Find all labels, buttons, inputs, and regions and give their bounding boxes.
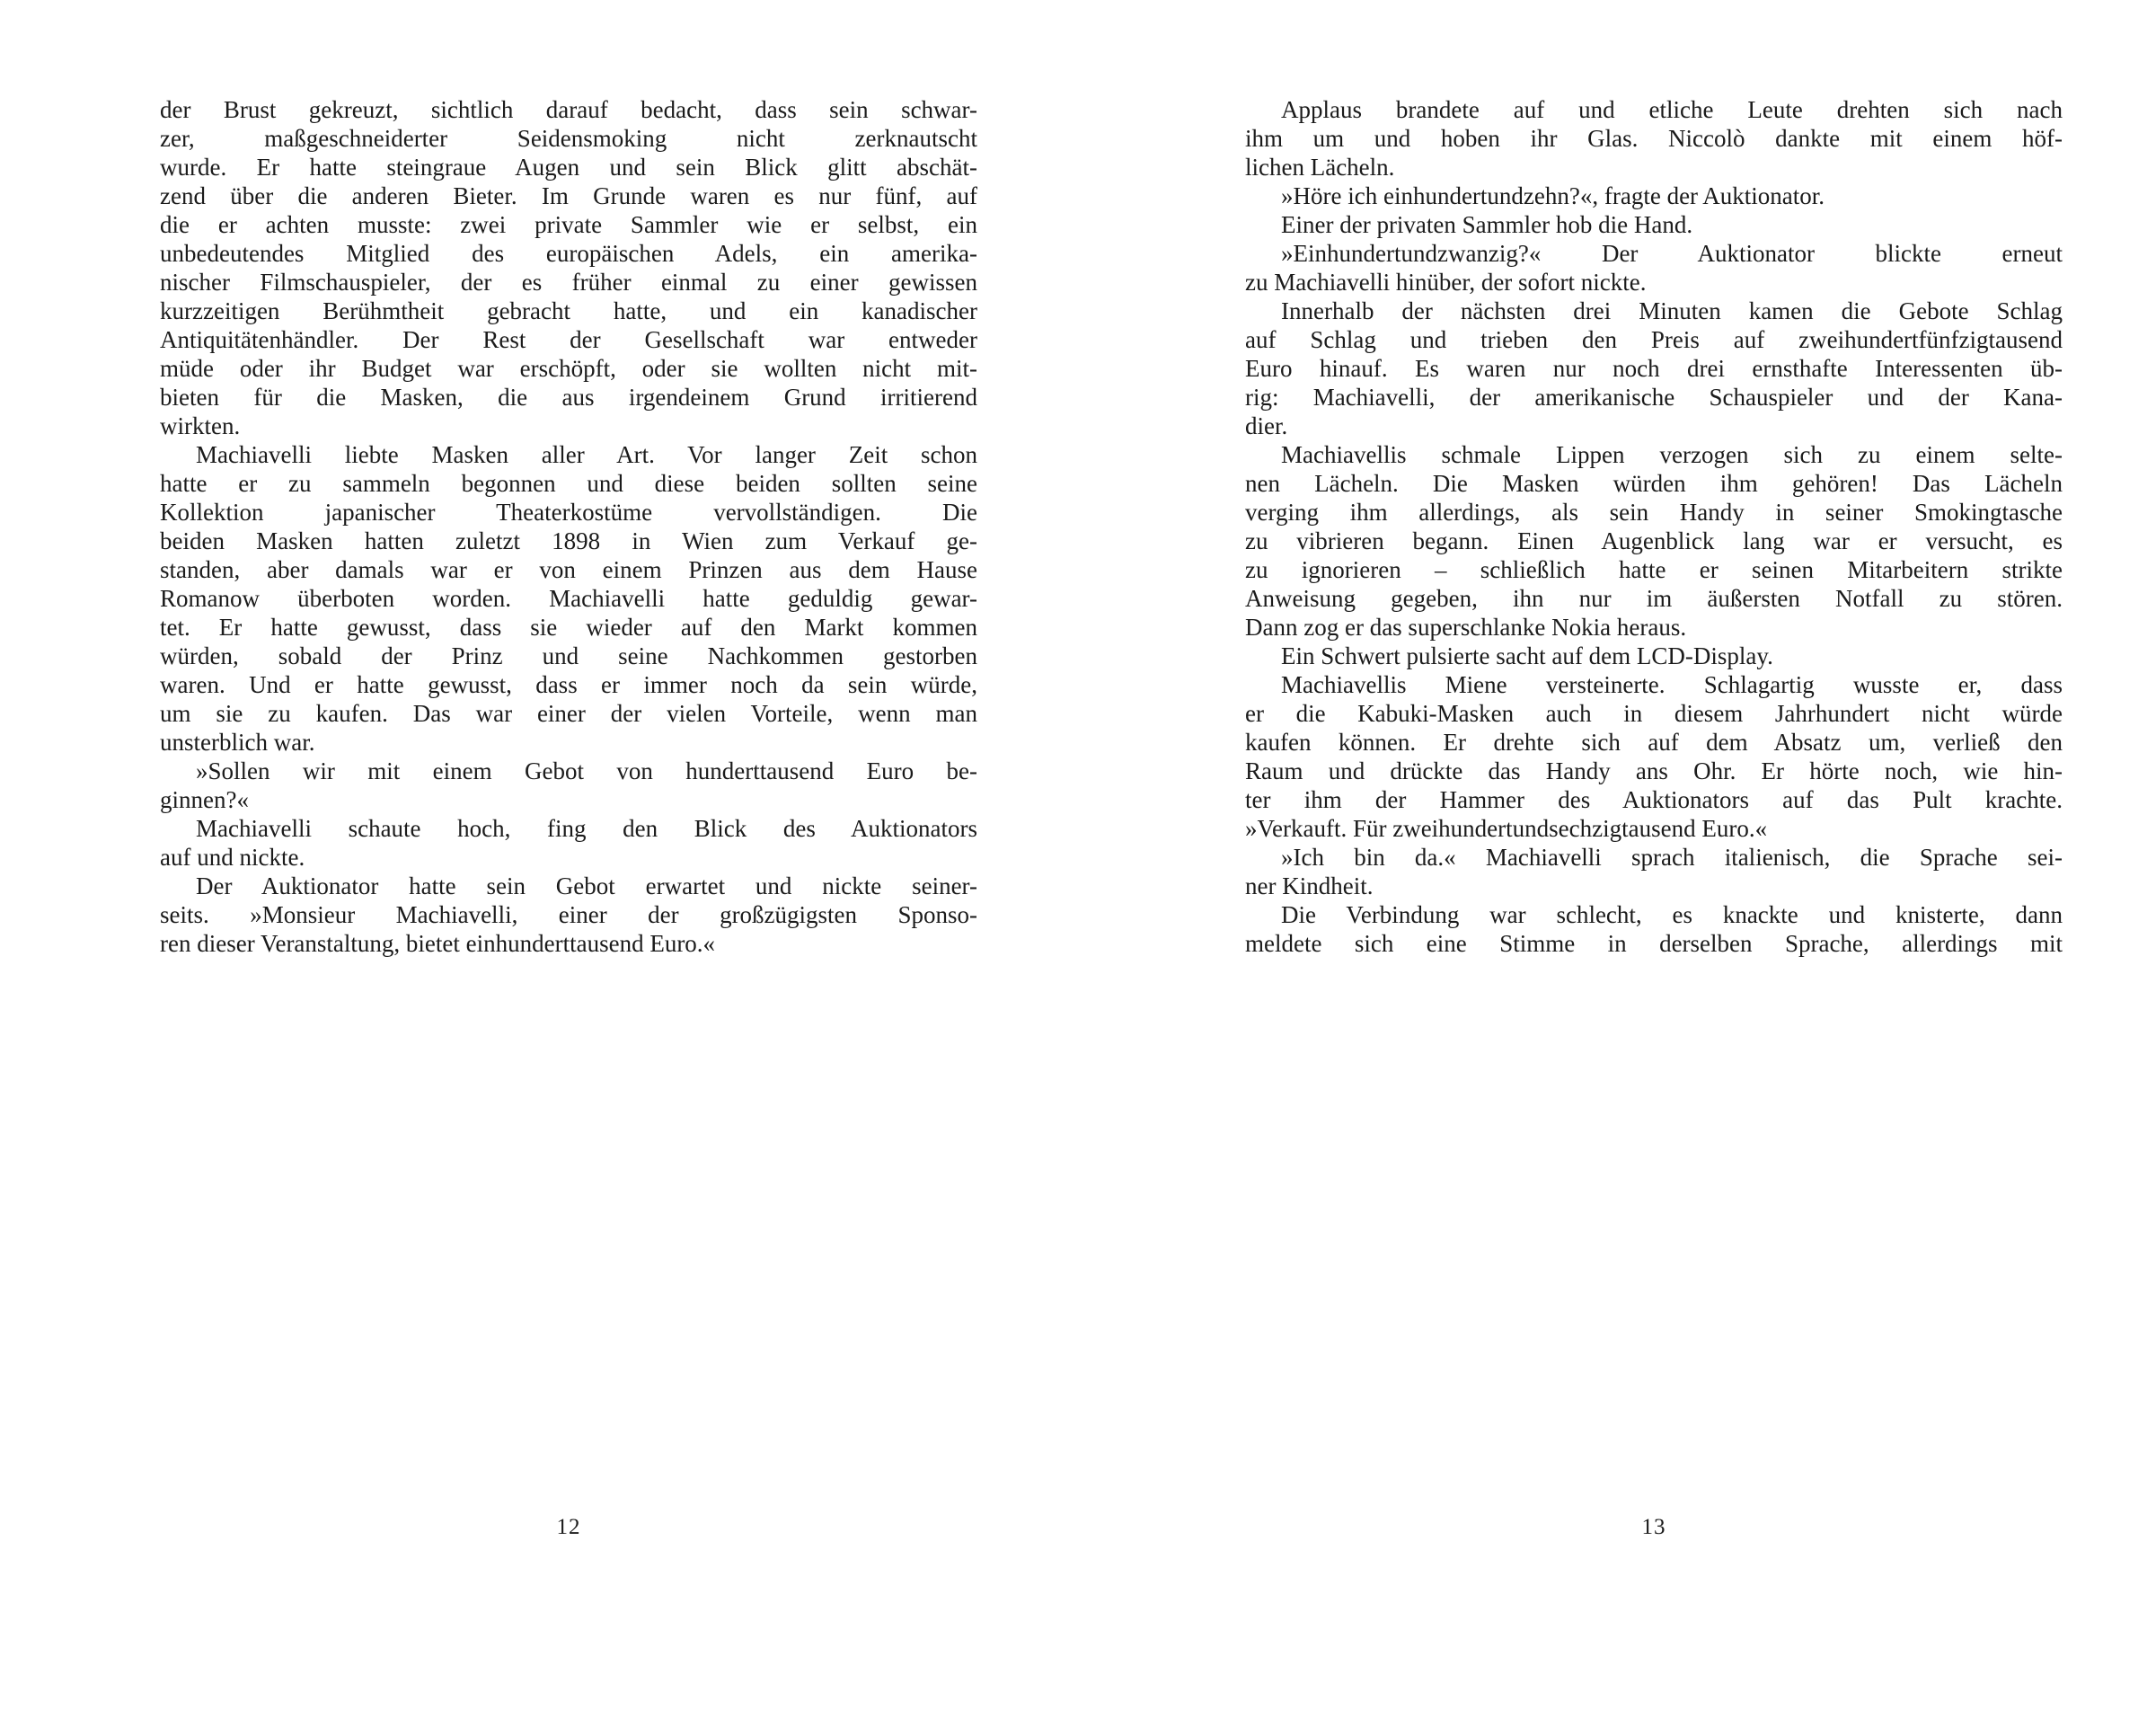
paragraph	[160, 95, 977, 440]
text-line: seits. »Monsieur Machiavelli, einer der großzügigsten Sponso-	[160, 901, 977, 928]
text-line: der Brust gekreuzt, sichtlich darauf bedacht, dass sein schwar-	[160, 96, 977, 123]
text-line: müde oder ihr Budget war erschöpft, oder sie wollten nicht mit-	[160, 355, 977, 382]
text-line: auf Schlag und trieben den Preis auf zweihundertfünfzigtausend	[1245, 326, 2063, 353]
paragraph	[1245, 210, 2063, 239]
text-line: ter ihm der Hammer des Auktionators auf das Pult krachte.	[1245, 786, 2063, 813]
text-line: die er achten musste: zwei private Sammler wie er selbst, ein	[160, 211, 977, 238]
text-line: ginnen?«	[160, 786, 249, 813]
text-line: ner Kindheit.	[1245, 872, 1374, 899]
page-number-right: 13	[1641, 1515, 1666, 1539]
text-line: »Einhundertundzwanzig?« Der Auktionator blickte erneut	[1281, 240, 2063, 267]
text-line: er die Kabuki-Masken auch in diesem Jahrhundert nicht würde	[1245, 700, 2063, 727]
text-line: waren. Und er hatte gewusst, dass er immer noch da sein würde,	[160, 671, 977, 698]
paragraph	[1245, 239, 2063, 297]
text-line: Machiavelli schaute hoch, fing den Blick des Auktionators	[196, 815, 977, 842]
page-left	[160, 0, 977, 1718]
text-line: kurzzeitigen Berühmtheit gebracht hatte, und ein kanadischer	[160, 297, 977, 324]
text-line: auf und nickte.	[160, 844, 305, 871]
paragraph	[160, 757, 977, 814]
text-line: nen Lächeln. Die Masken würden ihm gehören! Das Lächeln	[1245, 470, 2063, 497]
text-line: »Höre ich einhundertundzehn?«, fragte der Auktionator.	[1281, 182, 1825, 209]
text-line: nischer Filmschauspieler, der es früher einmal zu einer gewissen	[160, 269, 977, 296]
paragraph	[1245, 843, 2063, 900]
text-line: rig: Machiavelli, der amerikanische Schauspieler und der Kana-	[1245, 384, 2063, 411]
text-line: wirkten.	[160, 412, 241, 439]
text-line: zu Machiavelli hinüber, der sofort nickte.	[1245, 269, 1647, 296]
text-line: Euro hinauf. Es waren nur noch drei ernsthafte Interessenten üb-	[1245, 355, 2063, 382]
page-right	[1245, 0, 2063, 1718]
text-line: »Sollen wir mit einem Gebot von hunderttausend Euro be-	[196, 757, 977, 784]
page-number-left: 12	[556, 1515, 581, 1539]
text-line: Romanow überboten worden. Machiavelli hatte geduldig gewar-	[160, 585, 977, 612]
text-line: Machiavellis Miene versteinerte. Schlagartig wusste er, dass	[1281, 671, 2063, 698]
text-line: zend über die anderen Bieter. Im Grunde waren es nur fünf, auf	[160, 182, 977, 209]
page-text	[1245, 95, 2063, 958]
text-line: zu vibrieren begann. Einen Augenblick lang war er versucht, es	[1245, 527, 2063, 554]
text-line: Raum und drückte das Handy ans Ohr. Er hörte noch, wie hin-	[1245, 757, 2063, 784]
text-line: Applaus brandete auf und etliche Leute drehten sich nach	[1281, 96, 2063, 123]
text-line: beiden Masken hatten zuletzt 1898 in Wien zum Verkauf ge-	[160, 527, 977, 554]
page-text	[160, 95, 977, 958]
text-line: Machiavelli liebte Masken aller Art. Vor langer Zeit schon	[196, 441, 977, 468]
text-line: Machiavellis schmale Lippen verzogen sich zu einem selte-	[1281, 441, 2063, 468]
text-line: um sie zu kaufen. Das war einer der vielen Vorteile, wenn man	[160, 700, 977, 727]
text-line: »Ich bin da.« Machiavelli sprach italienisch, die Sprache sei-	[1281, 844, 2063, 871]
text-line: wurde. Er hatte steingraue Augen und sein Blick glitt abschät-	[160, 154, 977, 181]
text-line: zu ignorieren – schließlich hatte er seinen Mitarbeitern strikte	[1245, 556, 2063, 583]
text-line: unsterblich war.	[160, 729, 315, 756]
text-line: ren dieser Veranstaltung, bietet einhunderttausend Euro.«	[160, 930, 716, 957]
text-line: Die Verbindung war schlecht, es knackte und knisterte, dann	[1281, 901, 2063, 928]
paragraph	[160, 440, 977, 757]
text-line: zer, maßgeschneiderter Seidensmoking nicht zerknautscht	[160, 125, 977, 152]
text-line: dier.	[1245, 412, 1288, 439]
text-line: Dann zog er das superschlanke Nokia heraus.	[1245, 614, 1687, 641]
text-line: würden, sobald der Prinz und seine Nachkommen gestorben	[160, 642, 977, 669]
text-line: unbedeutendes Mitglied des europäischen Adels, ein amerika-	[160, 240, 977, 267]
text-line: »Verkauft. Für zweihundertundsechzigtausend Euro.«	[1245, 815, 1768, 842]
text-line: lichen Lächeln.	[1245, 154, 1395, 181]
text-line: Ein Schwert pulsierte sacht auf dem LCD-Display.	[1281, 642, 1773, 669]
paragraph	[160, 872, 977, 958]
text-line: hatte er zu sammeln begonnen und diese beiden sollten seine	[160, 470, 977, 497]
paragraph	[1245, 670, 2063, 843]
paragraph	[1245, 297, 2063, 440]
paragraph	[1245, 642, 2063, 670]
text-line: bieten für die Masken, die aus irgendeinem Grund irritierend	[160, 384, 977, 411]
paragraph	[1245, 440, 2063, 642]
text-line: Anweisung gegeben, ihn nur im äußersten Notfall zu stören.	[1245, 585, 2063, 612]
paragraph	[1245, 95, 2063, 182]
text-line: Einer der privaten Sammler hob die Hand.	[1281, 211, 1693, 238]
text-line: Der Auktionator hatte sein Gebot erwartet und nickte seiner-	[196, 872, 977, 899]
text-line: ihm um und hoben ihr Glas. Niccolò dankte mit einem höf-	[1245, 125, 2063, 152]
text-line: verging ihm allerdings, als sein Handy in seiner Smokingtasche	[1245, 499, 2063, 526]
text-line: meldete sich eine Stimme in derselben Sprache, allerdings mit	[1245, 930, 2063, 957]
paragraph	[160, 814, 977, 872]
paragraph	[1245, 900, 2063, 958]
paragraph	[1245, 182, 2063, 210]
text-line: Antiquitätenhändler. Der Rest der Gesellschaft war entweder	[160, 326, 977, 353]
text-line: kaufen können. Er drehte sich auf dem Absatz um, verließ den	[1245, 729, 2063, 756]
text-line: Innerhalb der nächsten drei Minuten kamen die Gebote Schlag	[1281, 297, 2063, 324]
text-line: standen, aber damals war er von einem Prinzen aus dem Hause	[160, 556, 977, 583]
text-line: tet. Er hatte gewusst, dass sie wieder auf den Markt kommen	[160, 614, 977, 641]
text-line: Kollektion japanischer Theaterkostüme vervollständigen. Die	[160, 499, 977, 526]
